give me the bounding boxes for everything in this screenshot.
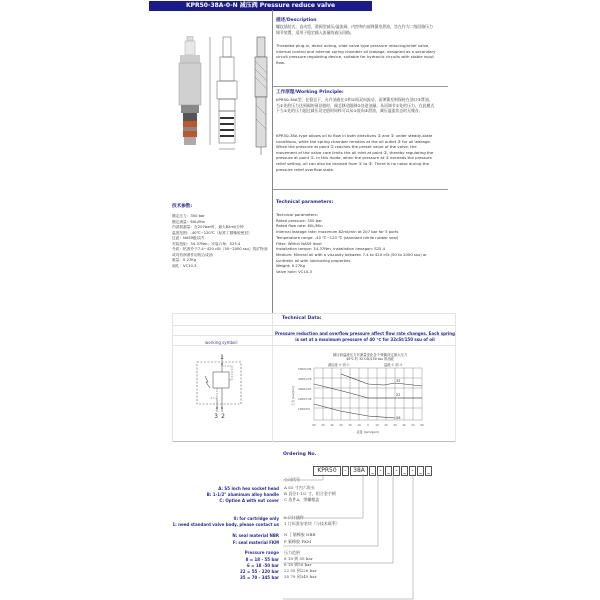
svg-text:30: 30 — [339, 424, 343, 427]
hydraulic-symbol — [195, 350, 250, 420]
order-option-cn: A S5 寸内六角头 — [284, 485, 315, 490]
order-group-title: 压力范围 — [284, 550, 300, 555]
order-option-en: 1: need standard valve body, please contact us — [172, 522, 279, 527]
svg-text:50: 50 — [321, 424, 325, 427]
svg-text:1000/69: 1000/69 — [298, 407, 310, 411]
svg-text:1: 1 — [220, 354, 224, 361]
tech-param-line: Rated pressure: 350 bar — [276, 217, 322, 223]
order-option-cn: 8 18 到 55 bar — [284, 556, 313, 561]
svg-text:06: 06 — [396, 416, 401, 420]
tech-params-cn-list — [172, 214, 270, 269]
tech-param-line: Medium: Mineral oil with a viscosity between 7.4 to 420 cSt (50 to 2000 ssu) or synthetic oil with lubricating properties — [276, 251, 427, 263]
code-box-option: _ — [419, 467, 422, 474]
svg-text:22: 22 — [396, 393, 401, 397]
order-option-en: B: 1-1/2" aluminum alloy handle — [206, 492, 279, 497]
order-option-cn: N 丁腈橡胶 NBR — [284, 532, 316, 537]
chart-left-annotation: 减压流 ② 到 ① — [328, 363, 350, 367]
svg-text:3: 3 — [214, 413, 218, 420]
code-box-option: _ — [387, 467, 390, 474]
tech-params-cn-heading: 技术参数: — [172, 204, 193, 209]
svg-text:5000/345: 5000/345 — [298, 367, 312, 371]
svg-text:2000/138: 2000/138 — [298, 397, 312, 401]
code-box-option: _ — [427, 467, 430, 474]
code-box-dash: - — [342, 466, 349, 476]
divider — [273, 189, 448, 190]
tech-param-line: Temperature range: -40 ℃~120 ℃ (standard nitrile rubber seal) — [276, 234, 399, 240]
svg-text:0: 0 — [367, 424, 369, 427]
ordering-heading: Ordering No. — [283, 452, 317, 457]
tech-param-line: Valve hole: VC10-3 — [276, 269, 312, 275]
tech-param-line: 过滤：NAS9级以内 — [172, 236, 205, 240]
chart-caption: Pressure reduction and overflow pressure affect flow rate changes. Each spring is set at a maximum pressure of 40 ℃ for 32cSt/150 ssu of oil — [274, 331, 456, 342]
order-option-en: N: seal material NBR — [232, 533, 279, 538]
order-option-cn: 0 只订插件 — [284, 515, 304, 520]
svg-text:50: 50 — [411, 424, 415, 427]
order-option-cn: C 选件A，带螺帽盖 — [284, 497, 320, 502]
section-drawing — [250, 35, 272, 157]
tech-param-line: Rated flow rate: 60L/Min — [276, 223, 323, 229]
description-en: Threaded plug-in, direct acting, slide valve type pressure reducing/relief valve, internal control and internal spring chamber oil leakage, designed as a secondary circuit pressure regulating device, suitable for hydraulic circuits with stable input flow. — [276, 43, 436, 65]
tech-param-line: 重量：0.27Kg — [172, 258, 197, 262]
order-option-en: F: seal material FKM — [232, 540, 279, 545]
product-photo — [175, 36, 205, 154]
svg-text:压力 (bar/psi): 压力 (bar/psi) — [291, 386, 295, 406]
tech-param-line: Filter: Within NAS9 level — [276, 240, 322, 246]
order-option-en: 6 = 18 -50 bar — [246, 563, 279, 568]
code-box-dash: - — [393, 466, 400, 476]
svg-text:20: 20 — [384, 424, 388, 427]
order-option-en: A: S5 inch hex socket head — [218, 486, 279, 491]
tech-param-line: 阀孔：VC10-3 — [172, 263, 197, 268]
order-option-cn: B 直径1-1/2 寸，铝合金手柄 — [284, 491, 336, 496]
page-title: KPR50-38A-0-N 减压阀 Pressure reduce valve — [149, 1, 372, 11]
tech-params-en-heading: Technical parameters: — [276, 200, 334, 205]
working-principle-cn: KPR50-38A型，在稳态下，允许油液在②和①间双向流动，而弹簧室则保持在油口③泄油。当①处的压力达到阀的预设值时，阀芯移动限制②处进油量，从而调节①处的压力。在此模式下当①处的压力超过减压设定值时同样可以从①流向③泄油，减压溢流状态时无噪音。 — [276, 97, 435, 114]
code-box-dash: - — [409, 466, 416, 476]
tech-param-line: 额定压力：350 bar — [172, 214, 205, 218]
svg-text:30: 30 — [393, 424, 397, 427]
order-option-cn: 22 55 到220 bar — [284, 568, 317, 573]
code-box-model: 38A — [350, 466, 368, 476]
tech-param-line: 温度范围：-40℃~120℃（标准丁腈橡胶密封） — [172, 230, 252, 235]
description-heading: 描述/Description — [276, 18, 317, 23]
order-group-title: 公司代号 — [284, 477, 300, 482]
tech-param-line: 介质：粘度介于7.4~420 cSt（50~2000 ssu）的矿物油或具有润滑作用的合成油 — [172, 247, 268, 257]
tech-param-line: Installation torque: 34-37Nm, installation hexagon: S25.4 — [276, 246, 386, 252]
code-box-series: KPR50 — [313, 466, 341, 476]
svg-text:4000/276: 4000/276 — [298, 377, 312, 381]
code-box-option: _ — [403, 467, 406, 474]
tech-param-line: 安装扭矩：34-37Nm；安装六角：S25.4 — [172, 241, 241, 246]
tech-param-line: 额定流量：60L/Min — [172, 219, 205, 224]
divider — [273, 86, 448, 87]
order-option-cn: 35 70 到345 bar — [284, 574, 317, 579]
working-principle-en: KPR50-38A type allows oil to flow in both directions ② and ① under steady-state conditions, while the spring chamber remains at the oil outlet ③ for oil leakage. When the pressure at point ① reaches the preset value of the valve, the movement of the valve core limits the oil inlet at point ②, thereby regulating the pressure at point ①. In this mode, when the pressure at ① exceeds the pressure relief setting, oil can also be drained from ① to ③. There is no noise during the pressure relief overflow state. — [276, 133, 434, 172]
dimension-drawing — [207, 35, 249, 157]
svg-text:35: 35 — [396, 379, 401, 383]
order-option-en: C: Option A with nut cover — [219, 498, 279, 503]
technical-data-heading: Technical Data: — [282, 316, 322, 321]
svg-text:40: 40 — [402, 424, 406, 427]
svg-text:3000/207: 3000/207 — [298, 387, 312, 391]
chart-subtitle: 40℃ 时 32 CSt/150 ssu 的油液 — [346, 357, 394, 361]
svg-text:60: 60 — [420, 424, 424, 427]
working-symbol-label: working symbol: — [205, 340, 238, 345]
order-option-cn: F 氟橡胶 FKM — [284, 539, 312, 544]
working-principle-heading: 工作原理/Working Principle: — [276, 90, 344, 95]
pressure-range-title: Pressure range — [244, 550, 279, 555]
order-option-cn: 6 18 到50 bar — [284, 562, 312, 567]
order-option-en: 8 = 18 - 55 bar — [245, 557, 279, 562]
order-option-en: 35 = 70 - 345 bar — [240, 575, 279, 580]
svg-text:60: 60 — [312, 424, 316, 427]
tech-param-line: Technical parameters: — [276, 212, 318, 217]
svg-text:流量 (lpm/gpm): 流量 (lpm/gpm) — [356, 430, 380, 434]
svg-text:10: 10 — [357, 424, 361, 427]
order-option-en: 0: for cartridge only — [233, 516, 279, 521]
order-option-cn: 1 订标准安装块（与技术联系） — [284, 521, 340, 526]
code-box-dash: - — [377, 466, 384, 476]
chart-right-annotation: 溢流 ① 到 ③ — [384, 363, 403, 367]
svg-text:2: 2 — [221, 413, 225, 420]
chart-title: 减压和溢流压力对流量变化各个弹簧设定最大压力 — [332, 353, 408, 357]
column-divider — [272, 10, 273, 320]
order-option-en: 22 = 55 - 220 bar — [240, 569, 279, 574]
svg-text:10: 10 — [375, 424, 379, 427]
flow-pressure-chart — [290, 352, 450, 442]
description-cn: 螺纹插装式，直动型，滑阀型减压/溢流阀，内控和内部弹簧室泄油，旨在作为二级回路压力调节装置，适用于稳定输入流量的液压回路。 — [276, 24, 433, 35]
svg-text:40: 40 — [330, 424, 334, 427]
tech-param-line: Weight: 0.27Kg — [276, 263, 306, 269]
svg-text:20: 20 — [348, 424, 352, 427]
tech-param-line: Internal leakage rate: maximum 82ml/min at 207 bar for 5 ports — [276, 229, 399, 235]
code-box-option: _ — [371, 467, 374, 474]
tech-param-line: 内部泄漏量：在207bar时，最大82ml/分钟 — [172, 225, 244, 229]
tech-params-en-list — [276, 212, 436, 275]
